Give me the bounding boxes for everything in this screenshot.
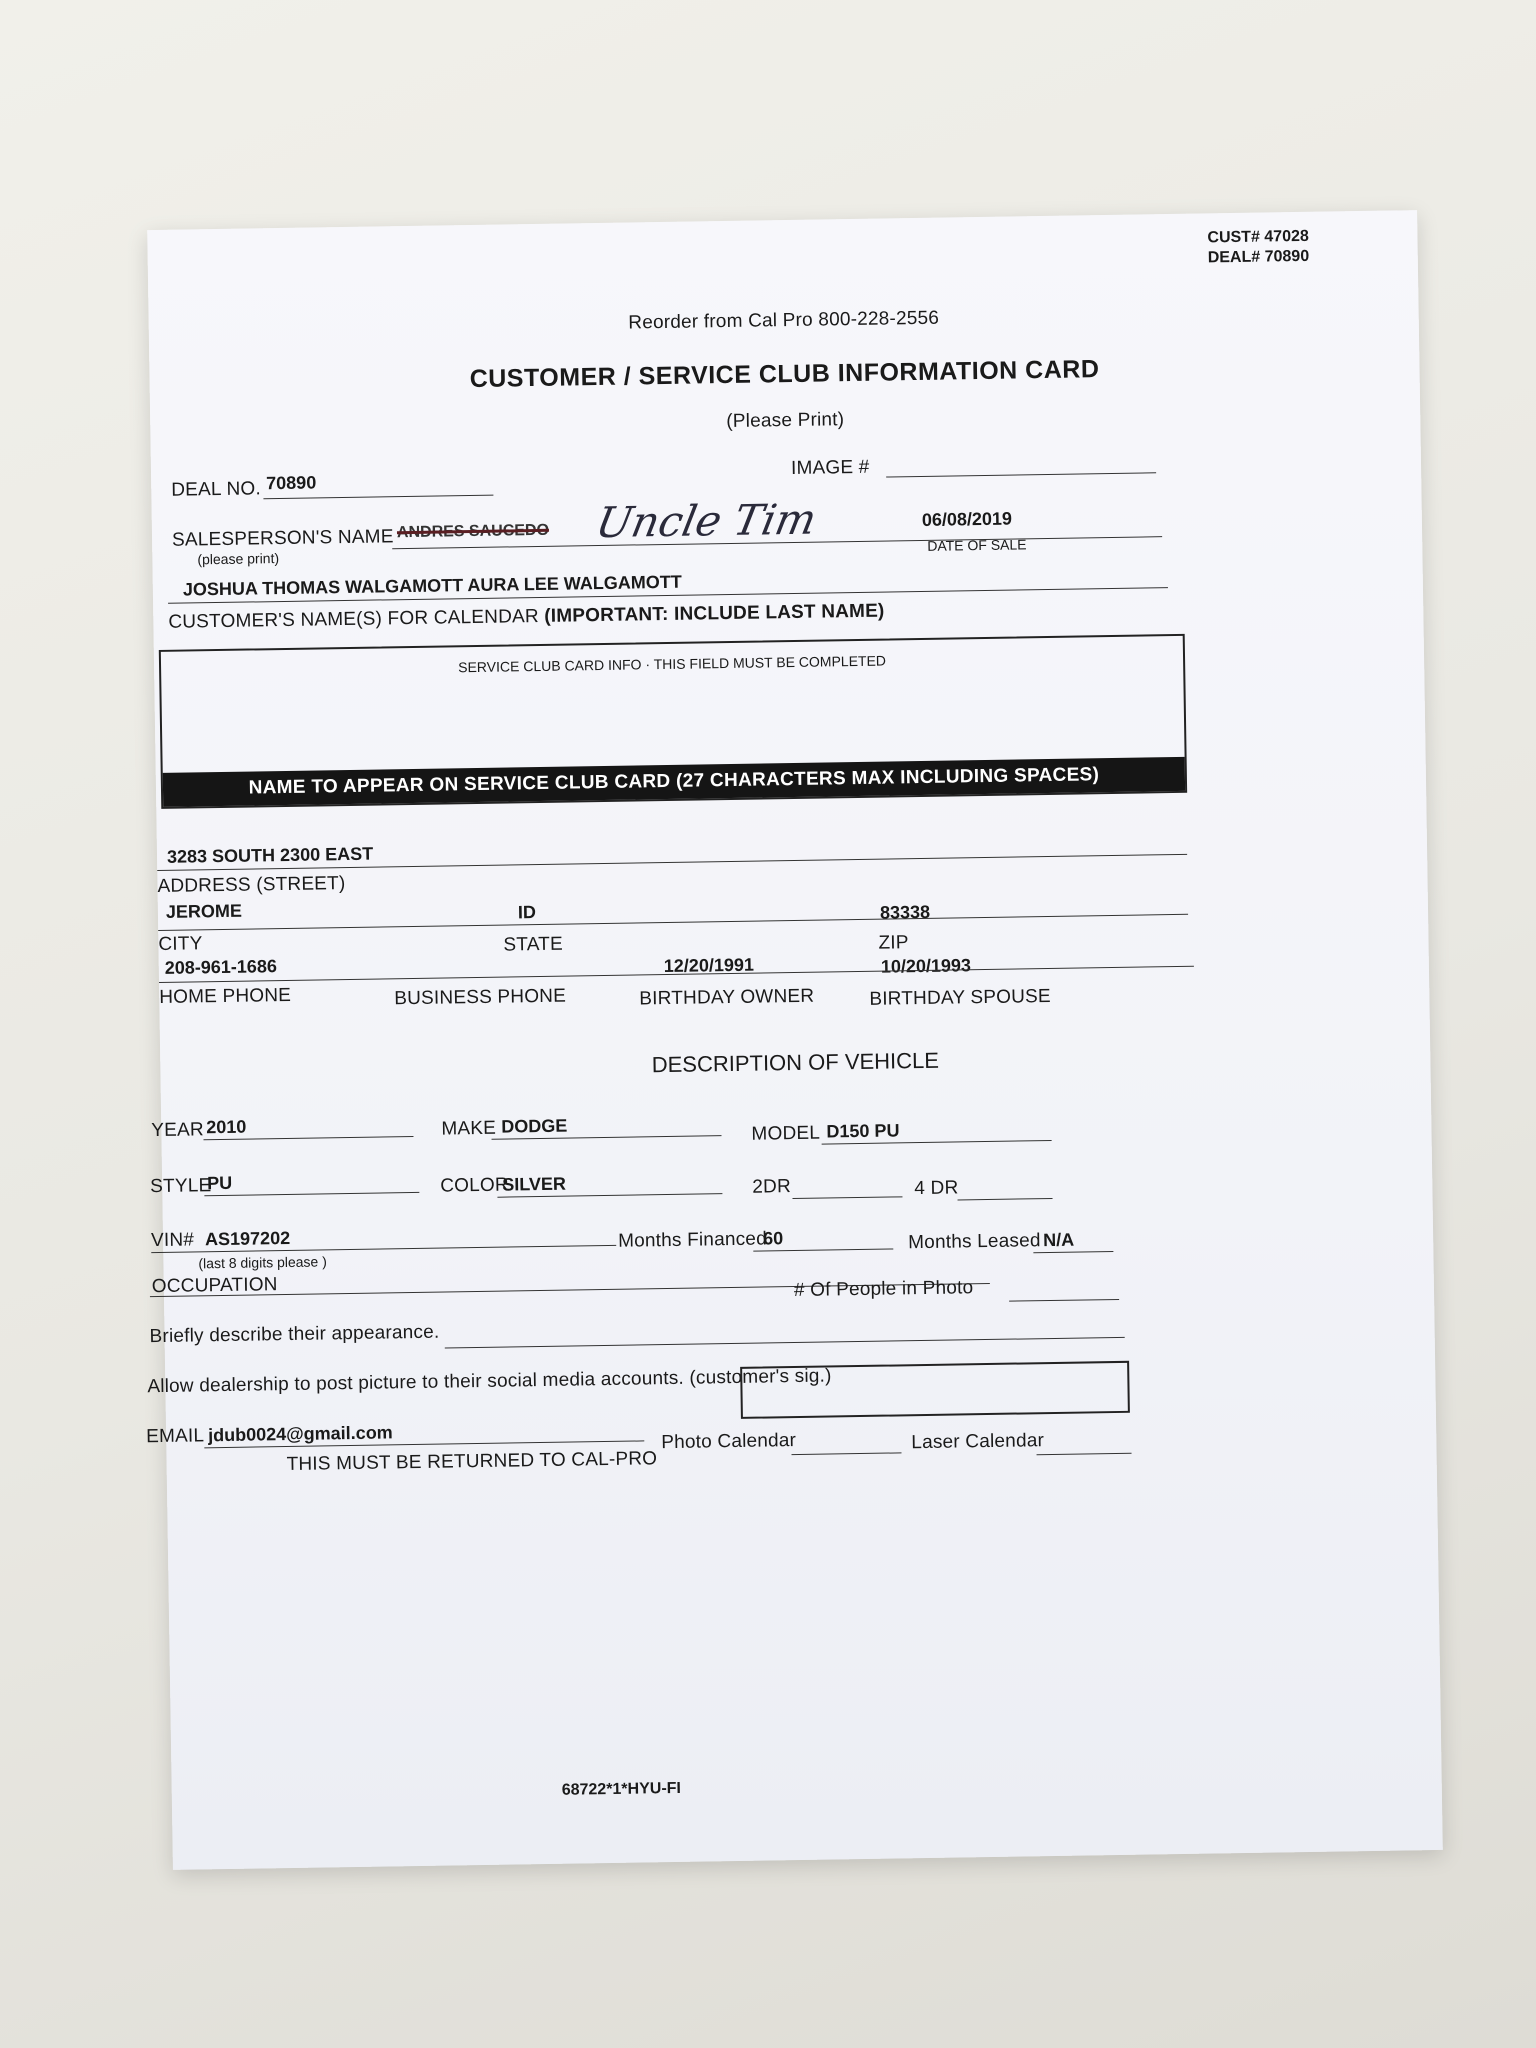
deal-no-value[interactable]: 70890 [266,472,317,494]
people-in-photo-line[interactable] [1009,1299,1119,1302]
deal-no-line [263,495,493,500]
social-media-label: Allow dealership to post picture to their social media accounts. (customer's sig.) [147,1365,832,1398]
salesperson-label: SALESPERSON'S NAME [171,526,394,551]
year-value[interactable]: 2010 [206,1116,247,1138]
handwritten-salesperson[interactable]: Uncle Tim [592,494,821,548]
make-value[interactable]: DODGE [501,1115,568,1137]
business-phone-label: BUSINESS PHONE [394,985,567,1010]
year-label: YEAR [151,1119,205,1142]
form-title: CUSTOMER / SERVICE CLUB INFORMATION CARD [469,355,1100,394]
photo-calendar-label: Photo Calendar [661,1430,797,1454]
photo-calendar-line[interactable] [792,1452,902,1455]
service-club-name-bar: NAME TO APPEAR ON SERVICE CLUB CARD (27 CHARACTERS MAX INCLUDING SPACES) [163,757,1185,807]
vin-note: (last 8 digits please ) [198,1253,327,1272]
birthday-spouse-value[interactable]: 10/20/1993 [880,955,972,977]
image-line[interactable] [886,472,1156,477]
state-label: STATE [503,933,564,956]
vin-label: VIN# [150,1229,195,1252]
street-value[interactable]: 3283 SOUTH 2300 EAST [166,843,374,867]
state-value[interactable]: ID [517,902,537,923]
months-leased-value[interactable]: N/A [1043,1229,1075,1251]
cust-number: CUST# 47028 [1207,227,1309,247]
birthday-owner-label: BIRTHDAY OWNER [639,985,815,1010]
image-label: IMAGE # [790,456,870,479]
appearance-line[interactable] [445,1337,1125,1349]
laser-calendar-line[interactable] [1037,1453,1132,1455]
email-value[interactable]: jdub0024@gmail.com [207,1422,393,1446]
2dr-label: 2DR [752,1176,792,1198]
vin-value[interactable]: AS197202 [204,1227,291,1250]
customer-names-value[interactable]: JOSHUA THOMAS WALGAMOTT AURA LEE WALGAMOTT [182,571,682,600]
model-value[interactable]: D150 PU [826,1120,900,1142]
customer-names-label: CUSTOMER'S NAME(S) FOR CALENDAR (IMPORTANT: INCLUDE LAST NAME) [168,600,885,633]
model-label: MODEL [751,1122,821,1145]
people-in-photo-label: # Of People in Photo [793,1277,974,1302]
months-financed-value[interactable]: 60 [762,1228,784,1249]
zip-label: ZIP [878,932,909,954]
city-value[interactable]: JEROME [165,900,243,922]
make-label: MAKE [441,1117,497,1140]
salesperson-sublabel: (please print) [197,550,280,568]
city-line [158,914,1188,931]
service-club-box[interactable] [159,634,1187,809]
struck-salesperson: ANDRES SAUCEDO [396,521,550,542]
style-line [204,1192,419,1196]
reorder-note: Reorder from Cal Pro 800-228-2556 [628,307,940,334]
birthday-owner-value[interactable]: 12/20/1991 [663,954,755,977]
return-note: THIS MUST BE RETURNED TO CAL-PRO [286,1448,658,1476]
form-sheet [147,210,1443,1870]
city-label: CITY [158,933,203,955]
birthday-spouse-label: BIRTHDAY SPOUSE [869,985,1051,1010]
customer-signature-box[interactable] [740,1361,1130,1419]
deal-number: DEAL# 70890 [1207,247,1310,267]
date-of-sale-label: DATE OF SALE [927,536,1027,554]
color-label: COLOR [440,1174,509,1197]
4dr-line[interactable] [958,1198,1053,1200]
months-financed-label: Months Financed [617,1228,768,1252]
footer-code: 68722*1*HYU-FI [561,1779,682,1799]
color-value[interactable]: SILVER [502,1173,567,1195]
deal-no-label: DEAL NO. [171,478,262,501]
please-print-note: (Please Print) [726,409,845,433]
email-label: EMAIL [145,1425,205,1448]
service-club-header: SERVICE CLUB CARD INFO · THIS FIELD MUST BE COMPLETED [458,652,887,676]
style-label: STYLE [150,1175,212,1198]
home-phone-label: HOME PHONE [159,984,292,1008]
months-leased-label: Months Leased [908,1230,1041,1254]
zip-value[interactable]: 83338 [879,901,931,923]
home-phone-value[interactable]: 208-961-1686 [164,956,278,978]
laser-calendar-label: Laser Calendar [911,1430,1045,1454]
2dr-line[interactable] [792,1196,902,1199]
style-value[interactable]: PU [207,1172,233,1194]
street-label: ADDRESS (STREET) [157,873,346,897]
months-leased-line [1033,1251,1113,1253]
date-of-sale-value[interactable]: 06/08/2019 [921,508,1013,530]
appearance-label: Briefly describe their appearance. [149,1321,440,1348]
vehicle-heading: DESCRIPTION OF VEHICLE [651,1047,940,1078]
occupation-label: OCCUPATION [151,1274,278,1298]
4dr-label: 4 DR [914,1177,959,1200]
